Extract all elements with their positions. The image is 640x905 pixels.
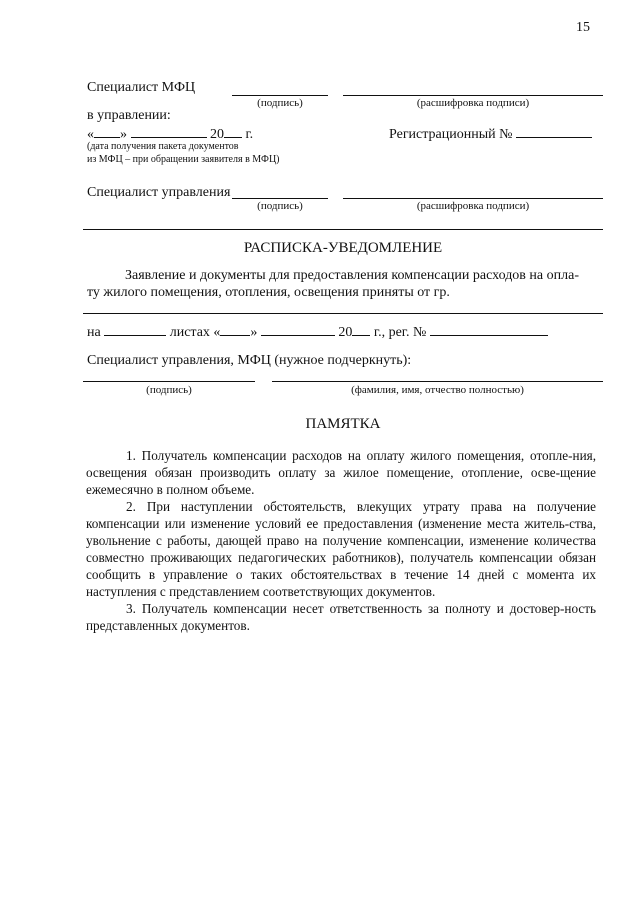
- year-reg-label: г., рег. №: [373, 325, 427, 340]
- receipt-fio-caption: (фамилия, имя, отчество полностью): [351, 384, 524, 396]
- receipt-signature-line: [83, 381, 255, 382]
- memo-title: ПАМЯТКА: [305, 416, 381, 432]
- sheet-count-blank: [104, 323, 166, 336]
- in-department-label: в управлении:: [87, 108, 171, 123]
- applicant-name-line: [83, 313, 603, 314]
- receipt-text-line1: Заявление и документы для предоставления компенсации расходов на опла-: [125, 268, 579, 283]
- memo-paragraph-2: 2. При наступлении обстоятельств, влекущих утрату права на получение компенсации или изменение условий ее предоставления (изменение места житель-ства, увольнение с работы, дающей право на получение компенсации, изменение количества совместно проживающих педагогических работников), получатель компенсации обязан сообщить в управление о таких обстоятельствах в течение 14 дней с момента их наступления с представлением соответствующих документов.: [86, 499, 596, 599]
- registration-label: Регистрационный №: [389, 127, 513, 142]
- mfc-signature-caption: (подпись): [257, 97, 303, 109]
- section-divider: [83, 229, 603, 230]
- mfc-decode-caption: (расшифровка подписи): [416, 97, 530, 109]
- receipt-text-line2: ту жилого помещения, отопления, освещения приняты от гр.: [87, 285, 450, 300]
- reg-number-blank: [430, 323, 548, 336]
- receipt-signature-caption: (подпись): [146, 384, 192, 396]
- date-note-line1: (дата получения пакета документов: [87, 141, 239, 152]
- receipt-fio-line: [272, 381, 603, 382]
- dept-specialist-label: Специалист управления: [87, 185, 231, 200]
- sheets-label: листах «: [169, 325, 221, 340]
- specialist-choice-label: Специалист управления, МФЦ (нужное подчеркнуть):: [87, 353, 412, 368]
- year-blank: [352, 323, 370, 336]
- registration-field: [389, 125, 592, 143]
- day-blank: [220, 323, 250, 336]
- receipt-title: РАСПИСКА-УВЕДОМЛЕНИЕ: [243, 240, 443, 256]
- quote-close: »: [250, 325, 258, 340]
- memo-paragraph-3: 3. Получатель компенсации несет ответственность за полноту и достовер-ность представленных документов.: [86, 601, 596, 633]
- year-prefix: 20: [210, 127, 224, 142]
- mfc-decode-line: [343, 95, 603, 96]
- date-note-line2: из МФЦ – при обращении заявителя в МФЦ): [87, 154, 280, 165]
- dept-decode-line: [343, 198, 603, 199]
- dept-signature-caption: (подпись): [257, 200, 303, 212]
- page-number: 15: [576, 20, 590, 35]
- date-close-quote: »: [120, 127, 127, 142]
- date-open-quote: «: [87, 127, 94, 142]
- mfc-signature-line: [232, 95, 328, 96]
- month-blank: [261, 323, 335, 336]
- year-prefix: 20: [338, 325, 353, 340]
- registration-blank: [516, 125, 592, 138]
- dept-signature-line: [232, 198, 328, 199]
- month-blank: [131, 125, 207, 138]
- dept-decode-caption: (расшифровка подписи): [416, 200, 530, 212]
- memo-body: [86, 447, 596, 634]
- year-suffix: г.: [245, 127, 254, 142]
- mfc-specialist-label: Специалист МФЦ: [87, 80, 196, 95]
- na-label: на: [87, 325, 101, 340]
- memo-paragraph-1: 1. Получатель компенсации расходов на оплату жилого помещения, отопле-ния, освещения обязан производить оплату за жилое помещение, отопление, осве-щение ежемесячно в полном объеме.: [86, 448, 596, 497]
- day-blank: [94, 125, 120, 138]
- sheets-date-reg-field: [87, 323, 548, 341]
- year-blank: [224, 125, 242, 138]
